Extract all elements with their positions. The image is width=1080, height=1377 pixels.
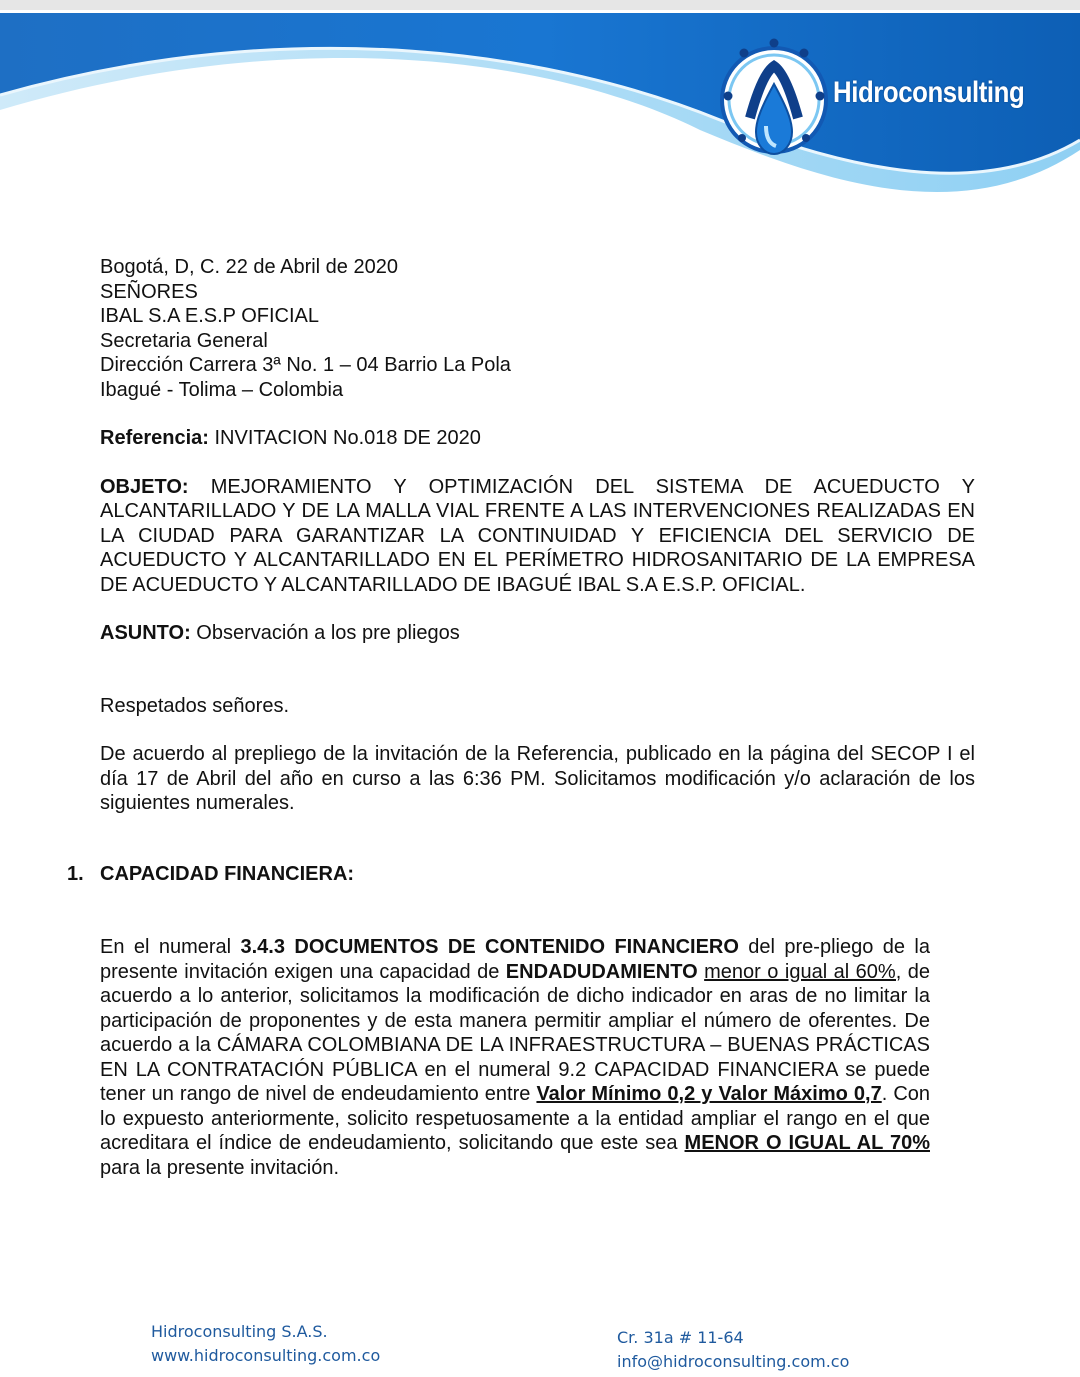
- asunto-text: Observación a los pre pliegos: [190, 622, 460, 644]
- footer-address: Cr. 31a # 11-64: [617, 1328, 744, 1347]
- address-line: Ibagué - Tolima – Colombia: [100, 378, 344, 401]
- section-number: 1.: [67, 863, 84, 885]
- header-wave: [0, 0, 1080, 230]
- indicator-name: ENDADUDAMIENTO: [505, 960, 698, 983]
- requested-limit: MENOR O IGUAL AL 70%: [684, 1132, 930, 1154]
- letter-body: [100, 255, 975, 816]
- footer-right: [617, 1326, 849, 1374]
- section-paragraph: [100, 935, 930, 1180]
- range-values: Valor Mínimo 0,2 y Valor Máximo 0,7: [536, 1083, 882, 1105]
- text-run: . Con lo expuesto anteriormente, solicito respetuosamente a la entidad ampliar el rango en el que acreditara el índice de endeudamiento, solicitando que este sea: [100, 1083, 931, 1154]
- address-line: SEÑORES: [100, 280, 198, 303]
- objeto-text: MEJORAMIENTO Y OPTIMIZACIÓN DEL SISTEMA DE ACUEDUCTO Y ALCANTARILLADO Y DE LA MALLA VIAL FRENTE A LAS INTERVENCIONES REALIZADAS EN LA CIUDAD PARA GARANTIZAR LA CONTINUIDAD Y EFICIENCIA DEL SERVICIO DE ACUEDUCTO Y ALCANTARILLADO EN EL PERÍMETRO HIDROSANITARIO DE LA EMPRESA DE ACUEDUCTO Y ALCANTARILLADO DE IBAGUÉ IBAL S.A E.S.P. OFICIAL.: [100, 475, 975, 596]
- reference-line: [100, 426, 975, 451]
- greeting: Respetados señores.: [100, 694, 290, 717]
- address-line: Bogotá, D, C. 22 de Abril de 2020: [100, 256, 398, 278]
- reference-label: Referencia:: [100, 427, 209, 449]
- section-heading: [67, 863, 354, 886]
- text-run: del pre-pliego de la presente invitación exigen una capacidad de: [100, 936, 930, 983]
- section-title: CAPACIDAD FINANCIERA:: [100, 863, 355, 885]
- text-run: En el numeral: [100, 936, 241, 958]
- address-line: Dirección Carrera 3ª No. 1 – 04 Barrio La Pola: [100, 354, 511, 376]
- asunto-label: ASUNTO:: [100, 622, 191, 644]
- footer-left: [151, 1320, 380, 1368]
- text-run: de acuerdo a lo anterior, solicitamos la modificación de dicho indicador en aras de no limitar la participación de proponentes y de esta manera permitir ampliar el número de oferentes. De acuerdo a la CÁMARA COLOMBIANA DE LA INFRAESTRUCTURA – BUENAS PRÁCTICAS EN LA CONTRATACIÓN PÚBLICA en el numeral 9.2 CAPACIDAD FINANCIERA se puede tener un rango de nivel de endeudamiento entre: [100, 960, 930, 1105]
- reference-value: INVITACION No.018 DE 2020: [208, 427, 481, 449]
- address-block: [100, 255, 975, 402]
- footer-company: Hidroconsulting S.A.S.: [151, 1322, 328, 1341]
- numeral-reference: 3.4.3 DOCUMENTOS DE CONTENIDO FINANCIERO: [240, 936, 739, 958]
- asunto-line: [100, 621, 975, 646]
- current-limit: menor o igual al 60%,: [704, 960, 902, 983]
- objeto-paragraph: [100, 475, 975, 598]
- address-line: IBAL S.A E.S.P OFICIAL: [100, 305, 319, 327]
- brand-name: Hidroconsulting: [833, 76, 1025, 109]
- footer-website[interactable]: www.hidroconsulting.com.co: [151, 1346, 381, 1365]
- address-line: Secretaria General: [100, 329, 268, 352]
- text-run: para la presente invitación.: [100, 1156, 340, 1179]
- logo-icon: [716, 30, 832, 166]
- footer-email[interactable]: info@hidroconsulting.com.co: [617, 1352, 850, 1371]
- objeto-label: OBJETO:: [100, 475, 189, 498]
- intro-paragraph: De acuerdo al prepliego de la invitación de la Referencia, publicado en la página del SECOP I el día 17 de Abril del año en curso a las 6:36 PM. Solicitamos modificación y/o aclaración de los siguientes numerales.: [100, 743, 975, 814]
